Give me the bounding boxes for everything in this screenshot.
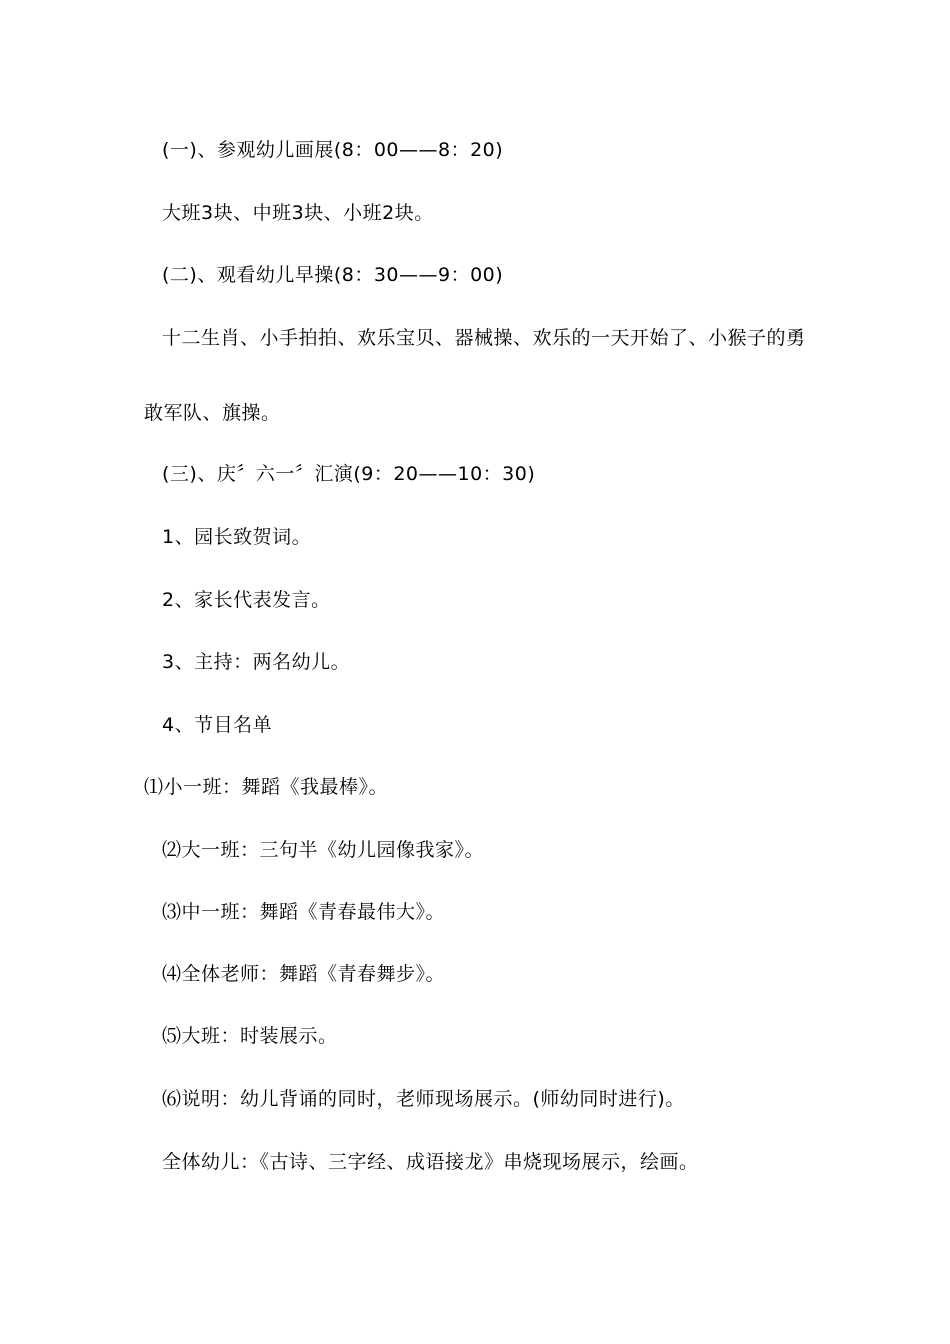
list-item-2: 2、家长代表发言。 — [162, 589, 331, 611]
paragraph-exercise-list-continued: 敢军队、旗操。 — [144, 402, 281, 424]
program-item-1: ⑴小一班：舞蹈《我最棒》。 — [144, 776, 389, 798]
list-item-4: 4、节目名单 — [162, 714, 273, 736]
section-heading-3: (三)、庆〞六一〞汇演(9：20——10：30) — [162, 463, 536, 485]
program-item-4: ⑷全体老师：舞蹈《青春舞步》。 — [162, 963, 446, 985]
program-item-2: ⑵大一班：三句半《幼儿园像我家》。 — [162, 839, 485, 861]
section-heading-2: (二)、观看幼儿早操(8：30——9：00) — [162, 264, 504, 286]
paragraph-all-children: 全体幼儿：《古诗、三字经、成语接龙》串烧现场展示，绘画。 — [162, 1151, 699, 1173]
paragraph-display-boards: 大班3块、中班3块、小班2块。 — [162, 202, 434, 224]
list-item-3: 3、主持：两名幼儿。 — [162, 651, 351, 673]
paragraph-exercise-list: 十二生肖、小手拍拍、欢乐宝贝、器械操、欢乐的一天开始了、小猴子的勇 — [162, 327, 806, 349]
section-heading-1: (一)、参观幼儿画展(8：00——8：20) — [162, 139, 504, 161]
program-item-6: ⑹说明：幼儿背诵的同时，老师现场展示。(师幼同时进行)。 — [162, 1088, 685, 1110]
program-item-5: ⑸大班：时装展示。 — [162, 1025, 338, 1047]
list-item-1: 1、园长致贺词。 — [162, 526, 312, 548]
program-item-3: ⑶中一班：舞蹈《青春最伟大》。 — [162, 901, 446, 923]
